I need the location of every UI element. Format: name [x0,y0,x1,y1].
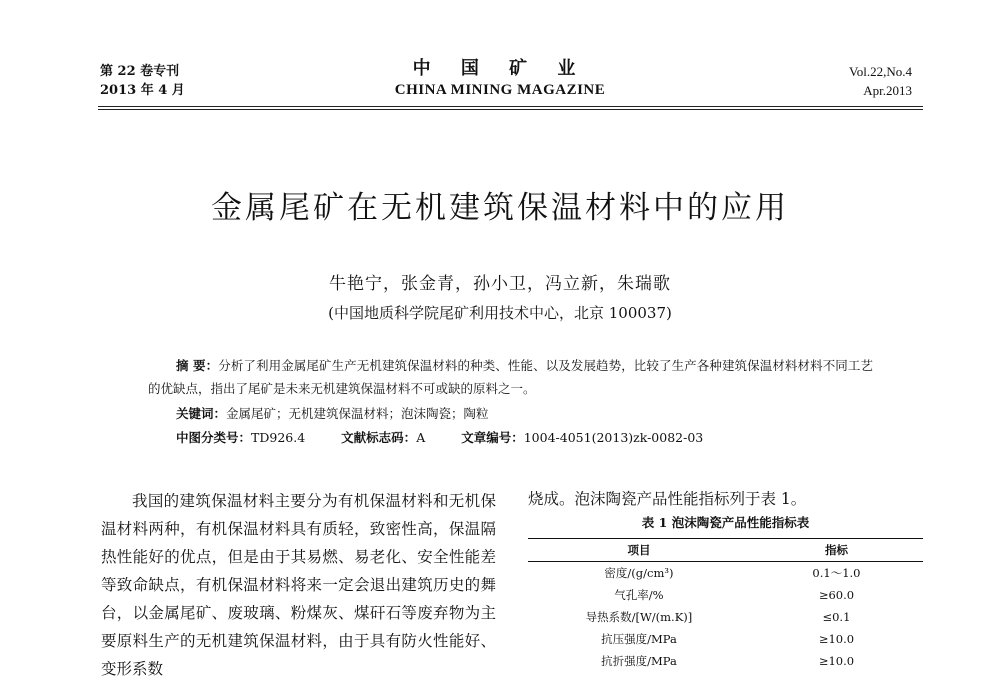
vol-no-label: Vol.22,No.4 [849,64,912,79]
table-row [528,606,923,628]
journal-name [350,58,650,100]
table-cell-value: ≥10.0 [818,654,855,668]
table-row [528,628,923,650]
volume-label: 第 22 卷专刊 [100,64,180,79]
table-cell-value: ≥60.0 [818,588,855,602]
article-authors: 牛艳宁，张金青，孙小卫，冯立新，朱瑞歌 [329,274,671,294]
table-header-row [528,539,923,562]
table-header-item: 项目 [528,539,750,562]
classification-line [176,427,703,449]
doc-code-label: 文献标志码： [341,430,417,445]
body-text-left: 我国的建筑保温材料主要分为有机保温材料和无机保温材料两种，有机保温材料具有质轻，致密性高，保温隔热性能好的优点，但是由于其易燃、易老化、安全性能差等致命缺点，有机保温材料将来一定会退出建筑历史的舞台，以金属尾矿、废玻璃、粉煤灰、煤矸石等废弃物为主要原料生产的无机建筑保温材料，由于具有防火性能好、变形系数 [101,492,496,678]
clc-value: TD926.4 [251,430,306,445]
keywords [176,403,489,425]
date-en-label: Apr.2013 [863,83,912,98]
journal-issue-info [100,62,185,100]
article-title: 金属尾矿在无机建筑保温材料中的应用 [211,190,789,226]
header-rule [98,106,923,107]
table-cell-item: 密度/(g/cm³) [604,566,674,580]
table-cell-item: 导热系数/[W/(m.K)] [585,610,693,624]
table-cell-item: 气孔率/% [614,588,664,602]
abstract [148,354,873,400]
table-header-value: 指标 [750,539,923,562]
table-cell-item: 抗折强度/MPa [601,654,677,668]
abstract-text: 分析了利用金属尾矿生产无机建筑保温材料的种类、性能、以及发展趋势，比较了生产各种建筑保温材料材料不同工艺的优缺点，指出了尾矿是未来无机建筑保温材料不可或缺的原料之一。 [148,358,873,396]
keywords-label: 关键词： [176,406,227,421]
keywords-text: 金属尾矿；无机建筑保温材料；泡沫陶瓷；陶粒 [226,406,489,421]
date-cn-label: 2013 年 4 月 [100,83,185,98]
journal-name-cn: 中 国 矿 业 [412,58,588,79]
article-affiliation: (中国地质科学院尾矿利用技术中心，北京 100037) [328,304,672,322]
body-text-right: 烧成。泡沫陶瓷产品性能指标列于表 1。 [528,490,807,508]
header-rule-double [98,109,923,110]
table-row [528,562,923,585]
properties-table [528,538,923,672]
table-cell-value: ≤0.1 [822,610,851,624]
journal-volume-info [849,62,912,100]
doc-code-value: A [416,430,426,445]
table-cell-item: 抗压强度/MPa [601,632,677,646]
table-row [528,584,923,606]
table-cell-value: ≥10.0 [818,632,855,646]
clc-label: 中图分类号： [176,430,252,445]
article-no-label: 文章编号： [461,430,524,445]
article-no-value: 1004-4051(2013)zk-0082-03 [523,430,704,445]
abstract-label: 摘 要： [176,358,219,373]
journal-name-en: CHINA MINING MAGAZINE [394,82,606,98]
table-cell-value: 0.1～1.0 [812,566,861,580]
table-caption: 表 1 泡沫陶瓷产品性能指标表 [641,515,810,530]
table-row [528,650,923,672]
